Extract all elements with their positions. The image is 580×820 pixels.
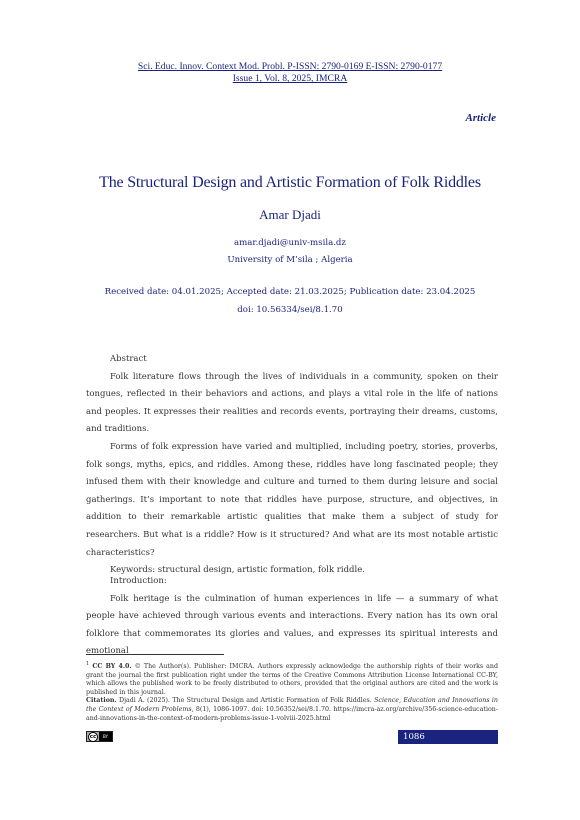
abstract-section [86, 351, 498, 580]
footnote-divider [86, 654, 224, 655]
abstract-paragraph-2: Forms of folk expression have varied and multiplied, including poetry, stories, proverbs, folk songs, myths, epics, and riddles. Among these, riddles have long fascinated people; they infused them with their knowledge and culture and turned to them during leisure and social gatherings. It’s important to note that riddles have purpose, structure, and objectives, in addition to their remarkable artistic qualities that make them a subject of study for researchers. But what is a riddle? How is it structured? And what are its most notable artistic characteristics? [86, 441, 498, 558]
citation-journal: Science, Education and Innovations in the Context of Modern Problems, [86, 697, 498, 714]
footnote-marker: 1 [86, 661, 90, 667]
abstract-heading: Abstract [110, 354, 147, 364]
license-footnote [86, 660, 498, 697]
article-type-label: Article [465, 112, 496, 124]
introduction-heading: Introduction: [110, 576, 167, 586]
introduction-paragraph-1: Folk heritage is the culmination of human experiences in life — a summary of what people have achieved through various events and interactions. Every nation has its own oral folklore that commemorates its glories and values, and expresses its spiritual interests and emotional [86, 593, 498, 657]
citation-rest: 8(1), 1086-1097. doi: 10.56352/sei/8.1.70. [193, 706, 334, 714]
article-title: The Structural Design and Artistic Formation of Folk Riddles [99, 174, 481, 191]
citation-footnote [86, 697, 498, 723]
cc-by-label: BY [99, 732, 112, 741]
journal-header-line-1[interactable]: Sci. Educ. Innov. Context Mod. Probl. P-ISSN: 2790-0169 E-ISSN: 2790-0177 [137, 61, 443, 72]
cc-icon: cc [89, 733, 97, 740]
keywords: Keywords: structural design, artistic formation, folk riddle. [110, 565, 365, 576]
publication-dates: Received date: 04.01.2025; Accepted date: 21.03.2025; Publication date: 23.04.2025 [104, 287, 476, 297]
author-affiliation: University of M’sila ; Algeria [227, 255, 353, 265]
introduction-section [86, 573, 498, 661]
license-text: © The Author(s). Publisher: IMCRA. Authors expressly acknowledge the authorship rights of their works and grant the journal the first publication right under the terms of the Creative Commons Attribution License International CC-BY, which allows the published work to be freely distributed to others, provided that the original authors are cited and the work is published in this journal. [86, 663, 499, 696]
abstract-paragraph-1: Folk literature flows through the lives of individuals in a community, spoken on their tongues, reflected in their behaviors and actions, and plays a vital role in the life of nations and peoples. It expresses their realities and records events, portraying their dreams, customs, and traditions. [86, 371, 498, 435]
citation-label: Citation. [86, 697, 117, 705]
cc-license-badge[interactable] [86, 731, 113, 742]
citation-text: Djadi A. (2025). The Structural Design and Artistic Formation of Folk Riddles. [116, 697, 375, 705]
journal-header[interactable] [0, 61, 580, 85]
citation-link[interactable]: https://imcra-az.org/archive/356-science-education-and-innovations-in-the-context-of-modern-problems-issue-1-volviii-2025.html [86, 706, 498, 722]
license-label: CC BY 4.0. [92, 663, 132, 671]
author-name: Amar Djadi [259, 207, 321, 222]
page-number: 1086 [403, 732, 425, 742]
doi[interactable]: doi: 10.56334/sei/8.1.70 [237, 305, 343, 315]
author-email[interactable]: amar.djadi@univ-msila.dz [234, 238, 346, 248]
journal-header-line-2[interactable]: Issue 1, Vol. 8, 2025, IMCRA [232, 73, 348, 84]
footnotes [86, 660, 498, 723]
